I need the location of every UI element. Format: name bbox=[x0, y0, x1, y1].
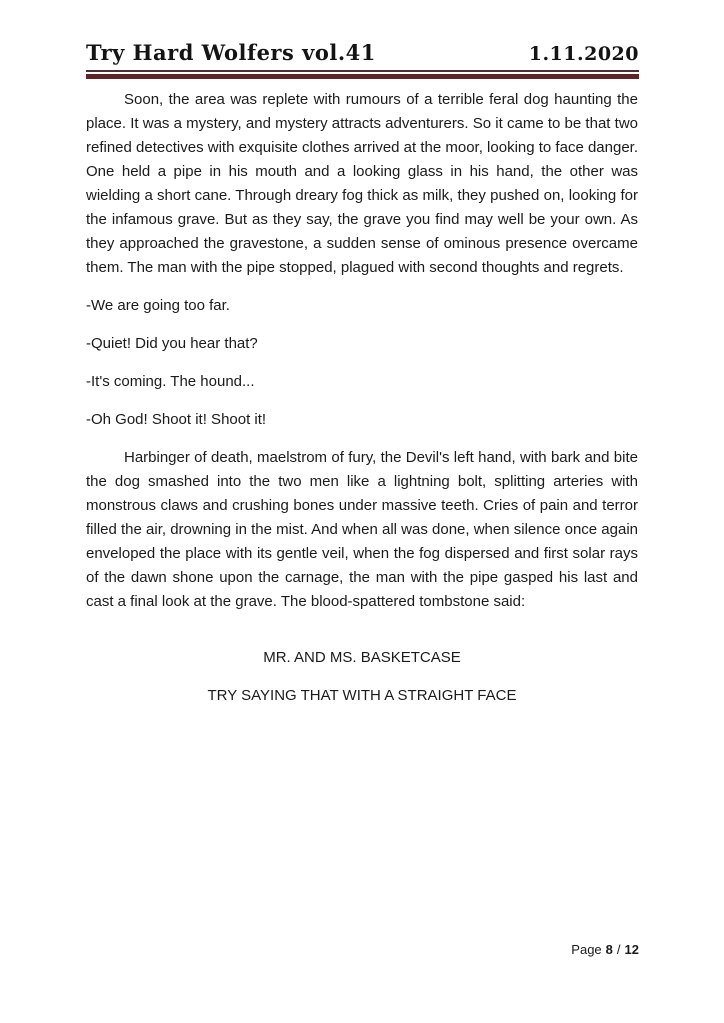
document-date: 1.11.2020 bbox=[528, 43, 639, 65]
tombstone-line-1: MR. AND MS. BASKETCASE bbox=[263, 649, 461, 666]
dialogue-line-3: -It's coming. The hound... bbox=[86, 373, 255, 390]
header-row bbox=[86, 40, 639, 65]
header-rule-divider bbox=[86, 70, 639, 79]
story-paragraph-2: Harbinger of death, maelstrom of fury, the Devil's left hand, with bark and bite the dog smashed into the two men like a lightning bolt, splitting arteries with monstrous claws and crushing bones under massive teeth. Cries of pain and terror filled the air, drowning in the mist. And when all was done, when silence once again enveloped the place with its gentle veil, when the fog dispersed and first solar rays of the dawn shone upon the carnage, the man with the pipe gasped his last and cast a final look at the grave. The blood-spattered tombstone said: bbox=[86, 449, 639, 610]
dialogue-line-1: -We are going too far. bbox=[86, 297, 230, 314]
footer-page-separator: / bbox=[616, 942, 621, 957]
footer-total-pages: 12 bbox=[624, 942, 639, 957]
story-paragraph-1: Soon, the area was replete with rumours of a terrible feral dog haunting the place. It was a mystery, and mystery attracts adventurers. So it came to be that two refined detectives with exquisite clothes arrived at the moor, looking to face danger. One held a pipe in his mouth and a looking glass in his hand, the other was wielding a short cane. Through dreary fog thick as milk, they pushed on, looking for the infamous grave. But as they say, the grave you find may well be your own. As they approached the gravestone, a sudden sense of ominous presence overcame them. The man with the pipe stopped, plagued with second thoughts and regrets. bbox=[86, 91, 638, 276]
dialogue-line-4: -Oh God! Shoot it! Shoot it! bbox=[86, 411, 267, 428]
document-title: Try Hard Wolfers vol.41 bbox=[86, 40, 376, 65]
rule-thick-line bbox=[86, 74, 639, 79]
footer-page-label: Page bbox=[571, 942, 602, 957]
footer-current-page: 8 bbox=[605, 942, 613, 957]
page-header bbox=[86, 40, 639, 79]
page-footer bbox=[571, 941, 639, 958]
document-body bbox=[86, 88, 638, 722]
tombstone-line-2: TRY SAYING THAT WITH A STRAIGHT FACE bbox=[207, 687, 517, 704]
dialogue-line-2: -Quiet! Did you hear that? bbox=[86, 335, 258, 352]
